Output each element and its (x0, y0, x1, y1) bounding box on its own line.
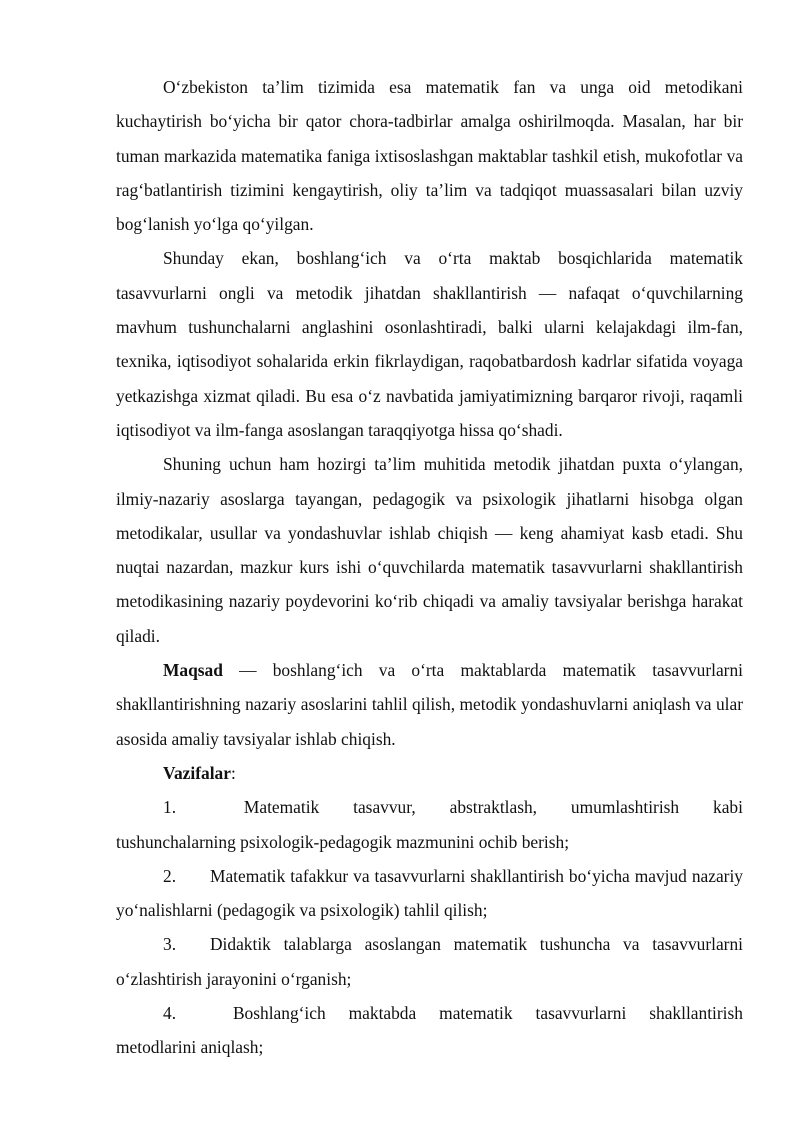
tasks-colon: : (230, 762, 236, 783)
tasks-label: Vazifalar (163, 762, 231, 783)
task-text: Matematik tafakkur va tasavvurlarni shakllantirish bo‘yicha mavjud nazariy yo‘nalishlarni (pedagogik va psixologik) tahlil qilish; (116, 865, 743, 921)
goal-text: — boshlang‘ich va o‘rta maktablarda matematik tasavvurlarni shakllantirishning nazariy asoslarini tahlil qilish, metodik yondashuvlarni aniqlash va ular asosida amaliy tavsiyalar ishlab chiqish. (116, 660, 743, 749)
task-number: 3. (163, 934, 177, 955)
paragraph: Shunday ekan, boshlang‘ich va o‘rta maktab bosqichlarida matematik tasavvurlarni ongli va metodik jihatdan shakllantirish — nafaqat o‘quvchilarning mavhum tushunchalarni anglashini osonlashtiradi, balki ularni kelajakdagi ilm-fan, texnika, iqtisodiyot sohalarida erkin fikrlaydigan, raqobatbardosh kadrlar sifatida voyaga yetkazishga xizmat qiladi. Bu esa o‘z navbatida jamiyatimizning barqaror rivoji, raqamli iqtisodiyot va ilm-fanga asoslangan taraqqiyotga hissa qo‘shadi. (116, 248, 743, 440)
goal-label: Maqsad (163, 660, 223, 681)
task-item-2 (116, 859, 743, 928)
task-item-rest: metodlarini aniqlash; (116, 1037, 264, 1058)
task-number: 2. (163, 865, 177, 886)
task-word: matematik (439, 1003, 513, 1024)
goal-paragraph (116, 653, 743, 756)
task-word: tasavvur, (353, 797, 416, 818)
paragraph: Shuning uchun ham hozirgi ta’lim muhitida metodik jihatdan puxta o‘ylangan, ilmiy-nazariy asoslarga tayangan, pedagogik va psixologik jihatlarni hisobga olgan metodikalar, usullar va yondashuvlar ishlab chiqish — keng ahamiyat kasb etadi. Shu nuqtai nazardan, mazkur kurs ishi o‘quvchilarda matematik tasavvurlarni shakllantirish metodikasining nazariy poydevorini ko‘rib chiqadi va amaliy tavsiyalar berishga harakat qiladi. (116, 454, 743, 646)
task-word: kabi (713, 797, 743, 818)
task-word: Matematik (243, 797, 320, 818)
task-item-1 (116, 790, 743, 859)
task-word: tasavvurlarni (535, 1003, 627, 1024)
tasks-heading (116, 756, 743, 790)
document-body (116, 70, 743, 1065)
task-word: maktabda (348, 1003, 417, 1024)
task-number: 1. (163, 797, 177, 818)
task-text: Didaktik talablarga asoslangan matematik tushuncha va tasavvurlarni o‘zlashtirish jarayonini o‘rganish; (116, 934, 743, 989)
task-item-first-line (116, 790, 743, 824)
task-item-4 (116, 996, 743, 1065)
task-word: shakllantirish (649, 1003, 743, 1024)
task-item-first-line (116, 996, 743, 1030)
task-word: abstraktlash, (449, 797, 538, 818)
task-item-rest: tushunchalarning psixologik-pedagogik mazmunini ochib berish; (116, 831, 570, 852)
task-number: 4. (163, 1003, 177, 1024)
task-word: Boshlang‘ich (232, 1003, 326, 1024)
paragraph: O‘zbekiston ta’lim tizimida esa matematik fan va unga oid metodikani kuchaytirish bo‘yicha bir qator chora-tadbirlar amalga oshirilmoqda. Masalan, har bir tuman markazida matematika faniga ixtisoslashgan maktablar tashkil etish, mukofotlar va rag‘batlantirish tizimini kengaytirish, oliy ta’lim va tadqiqot muassasalari bilan uzviy bog‘lanish yo‘lga qo‘yilgan. (116, 77, 743, 235)
task-word: umumlashtirish (570, 797, 680, 818)
task-item-3 (116, 927, 743, 996)
